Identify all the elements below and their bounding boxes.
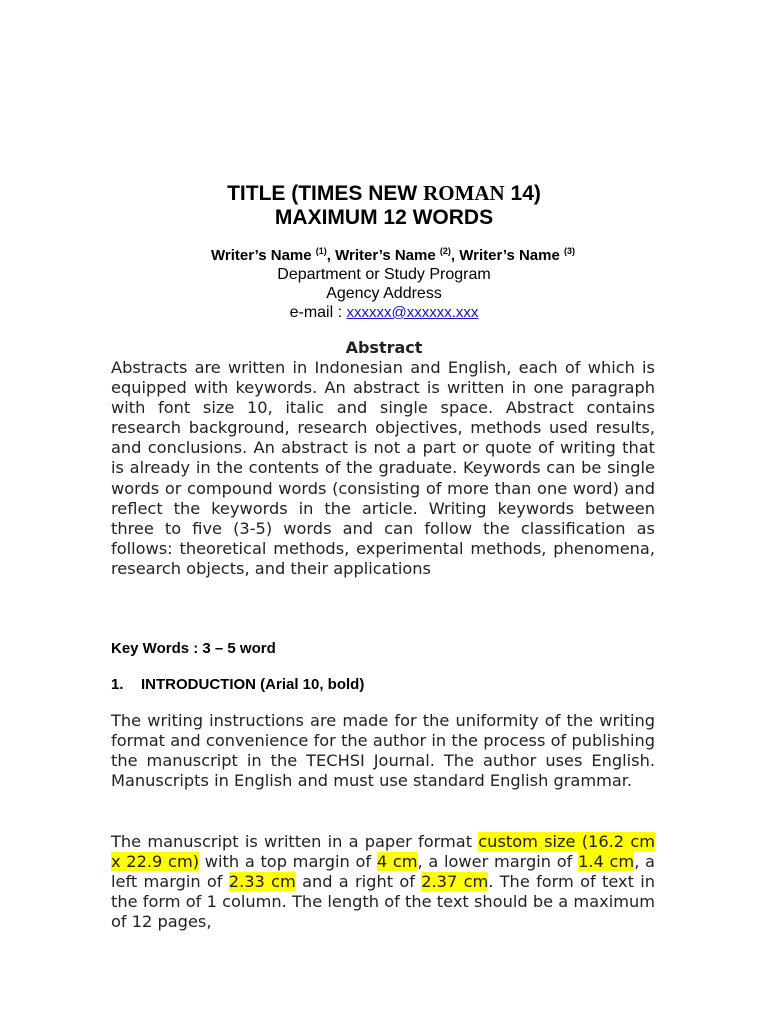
intro-paragraph-1: The writing instructions are made for the uniformity of the writing format and convenience for the author in the process of publishing the manuscript in the TECHSI Journal. The author uses English. Manuscripts in English and must use standard English grammar.	[111, 711, 655, 791]
text-run: , a left margin of	[111, 852, 655, 892]
email-link[interactable]: xxxxxx@xxxxxx.xxx	[346, 304, 479, 321]
author-name: Writer’s Name	[459, 247, 564, 264]
highlighted-paper-size: custom size (16.2 cm x 22.9 cm)	[111, 832, 655, 872]
author-name: Writer’s Name	[211, 247, 316, 264]
text-run: and a right of	[295, 872, 422, 892]
email-label: e-mail :	[289, 304, 347, 321]
abstract-heading: Abstract	[345, 338, 423, 357]
section-number: 1.	[111, 676, 124, 693]
title-prefix: TITLE (TIMES NEW	[227, 182, 424, 205]
title-serif-word: ROMAN	[423, 181, 505, 205]
abstract-text: Abstracts are written in Indonesian and English, each of which is equipped with keywords. An abstract is written in one paragraph with font size 10, italic and single space. Abstract contains research background, research objectives, methods used results, and conclusions. An abstract is not a part or quote of writing that is already in the contents of the graduate. Keywords can be single words or compound words (consisting of more than one word) and reflect the keywords in the article. Writing keywords between three to five (3-5) words and can follow the classification as follows: theoretical methods, experimental methods, phenomena, research objects, and their applications	[111, 358, 655, 578]
author-list	[211, 246, 671, 264]
author-affiliation-mark: (2)	[439, 246, 451, 256]
highlighted-lower-margin: 1.4 cm	[578, 852, 635, 872]
text-run: , a lower margin of	[417, 852, 579, 872]
department: Department or Study Program	[277, 266, 491, 283]
section-title: INTRODUCTION (Arial 10, bold)	[141, 676, 365, 693]
text-run: The manuscript is written in a paper format	[111, 832, 479, 851]
author-separator: ,	[450, 247, 460, 264]
intro-paragraph-2	[111, 832, 655, 932]
text-run: . The form of text in the form of 1 column. The length of the text should be a maximum of 12 pages,	[111, 872, 655, 932]
highlighted-left-margin: 2.33 cm	[228, 872, 296, 892]
author-affiliation-mark: (1)	[315, 246, 327, 256]
highlighted-top-margin: 4 cm	[376, 852, 418, 872]
agency-address: Agency Address	[326, 285, 442, 302]
text-run: with a top margin of	[199, 852, 377, 872]
paper-title-line-2: MAXIMUM 12 WORDS	[274, 206, 494, 229]
title-suffix: 14)	[504, 182, 541, 205]
paper-title-line-1	[0, 180, 768, 207]
author-affiliation-mark: (3)	[563, 246, 575, 256]
keywords-line: Key Words : 3 – 5 word	[111, 640, 276, 657]
highlighted-right-margin: 2.37 cm	[421, 872, 489, 892]
email-line	[0, 303, 768, 322]
author-name: Writer’s Name	[335, 247, 440, 264]
section-heading-introduction	[111, 676, 364, 693]
author-separator: ,	[326, 247, 336, 264]
